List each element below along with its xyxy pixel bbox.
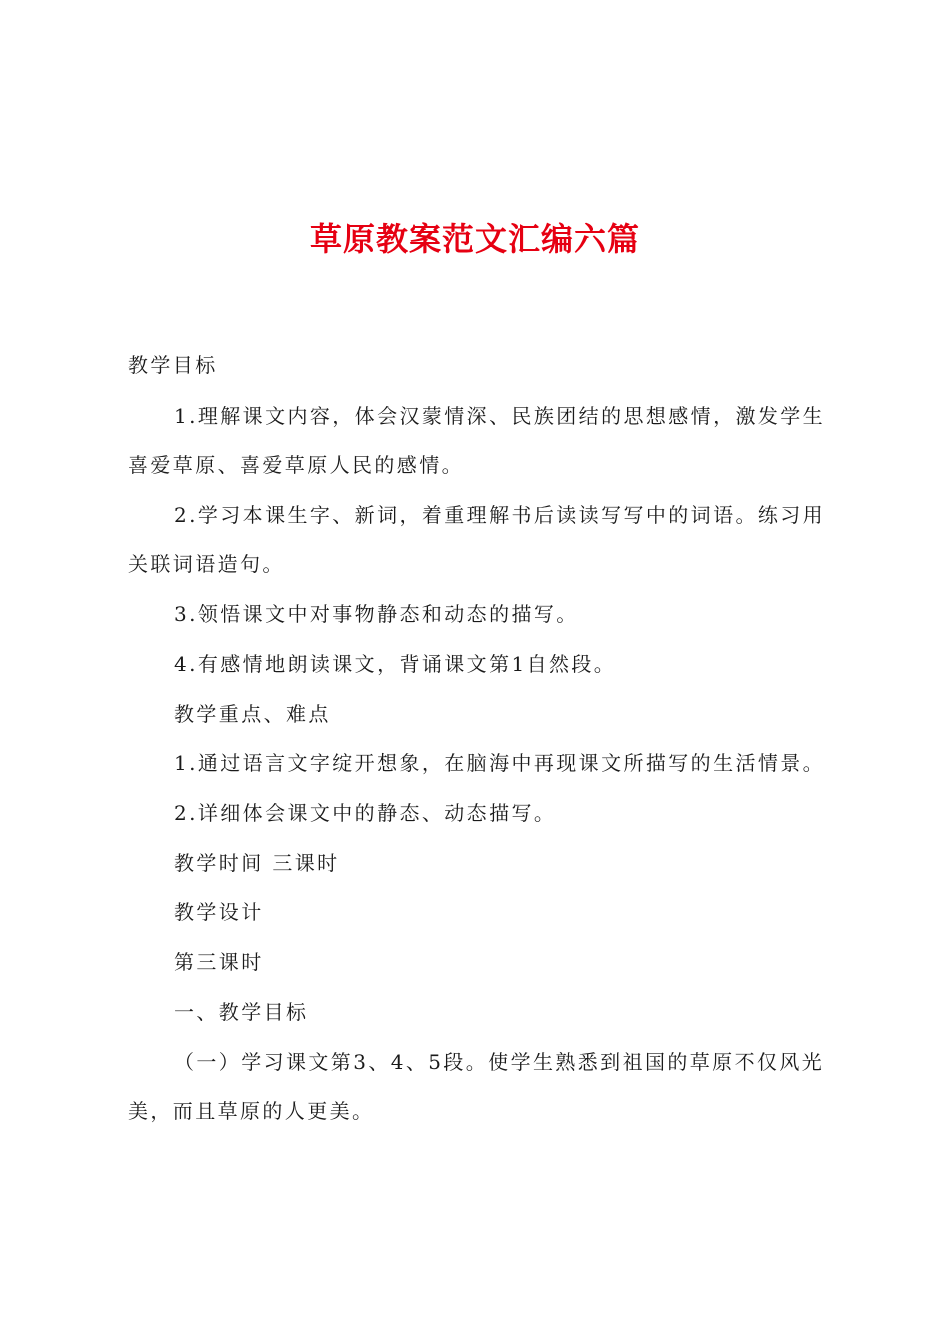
paragraph-line: 2.详细体会课文中的静态、动态描写。 — [174, 801, 557, 825]
section-heading-goals: 一、教学目标 — [174, 1000, 309, 1024]
paragraph-line: 喜爱草原、喜爱草原人民的感情。 — [128, 453, 464, 477]
paragraph-line: 2.学习本课生字、新词，着重理解书后读读写写中的词语。练习用 — [174, 503, 826, 527]
section-heading-teaching-goals: 教学目标 — [128, 353, 218, 377]
paragraph-line: 1.通过语言文字绽开想象，在脑海中再现课文所描写的生活情景。 — [174, 751, 826, 775]
document-title: 草原教案范文汇编六篇 — [309, 220, 640, 258]
section-heading-third-lesson: 第三课时 — [174, 950, 264, 974]
section-heading-teaching-design: 教学设计 — [174, 900, 264, 924]
paragraph-line: 关联词语造句。 — [128, 552, 285, 576]
paragraph-line: 1.理解课文内容，体会汉蒙情深、民族团结的思想感情，激发学生 — [174, 404, 826, 428]
paragraph-line: 4.有感情地朗读课文，背诵课文第1自然段。 — [174, 652, 617, 676]
section-heading-key-points: 教学重点、难点 — [174, 702, 331, 726]
paragraph-line: （一）学习课文第3、4、5段。使学生熟悉到祖国的草原不仅风光 — [174, 1050, 825, 1074]
section-heading-teaching-time: 教学时间 三课时 — [174, 851, 340, 875]
paragraph-line: 3.领悟课文中对事物静态和动态的描写。 — [174, 602, 579, 626]
paragraph-line: 美，而且草原的人更美。 — [128, 1099, 375, 1123]
